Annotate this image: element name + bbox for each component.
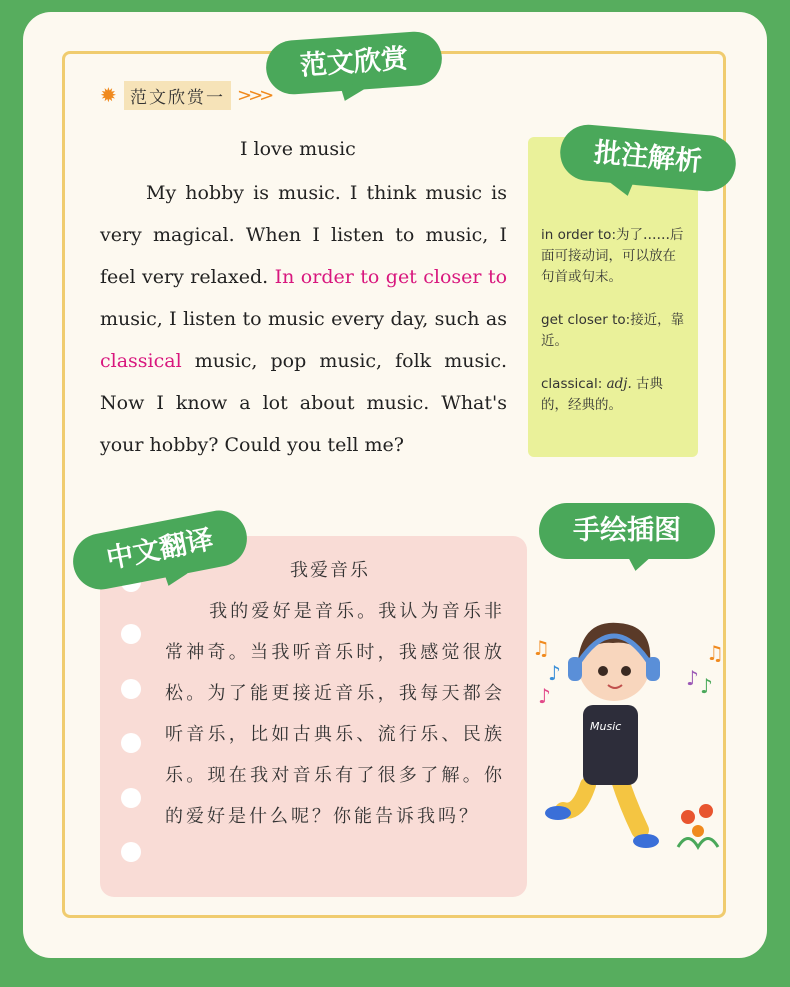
svg-text:♫: ♫ bbox=[532, 636, 550, 660]
essay-highlight-word: classical bbox=[100, 350, 182, 372]
svg-text:♪: ♪ bbox=[548, 661, 561, 685]
translation-badge-label: 中文翻译 bbox=[103, 523, 216, 576]
binder-hole bbox=[121, 679, 141, 699]
binder-hole bbox=[121, 733, 141, 753]
shirt-text: Music bbox=[590, 720, 622, 733]
model-essay-badge-label: 范文欣赏 bbox=[299, 43, 409, 82]
binder-hole bbox=[121, 788, 141, 808]
note-meaning: 古典的，经典的。 bbox=[541, 376, 664, 413]
note-item bbox=[541, 225, 686, 288]
note-term: get closer to: bbox=[541, 312, 631, 328]
chevrons-right-icon: >>> bbox=[237, 84, 271, 106]
essay-text-2: music, I listen to music every day, such as bbox=[100, 308, 507, 330]
binder-hole bbox=[121, 624, 141, 644]
binder-hole bbox=[121, 842, 141, 862]
svg-text:♪: ♪ bbox=[538, 684, 551, 708]
illustration-badge bbox=[539, 503, 715, 559]
note-item bbox=[541, 310, 686, 352]
note-pos: adj. bbox=[606, 376, 632, 392]
flower-icon: ✹ bbox=[100, 83, 117, 107]
svg-text:♪: ♪ bbox=[686, 666, 699, 690]
boy-with-headphones-illustration bbox=[528, 585, 728, 855]
translation-body bbox=[165, 591, 505, 837]
flowers-icon bbox=[678, 804, 718, 847]
svg-text:♫: ♫ bbox=[706, 641, 724, 665]
essay-title: I love music bbox=[240, 138, 356, 160]
essay-highlight-phrase: In order to get closer to bbox=[274, 266, 508, 288]
section-label bbox=[100, 82, 270, 108]
essay-text-3: music, pop music, folk music. Now I know a lot about music. What's your hobby? Could you tell me? bbox=[100, 350, 507, 456]
note-item bbox=[541, 374, 686, 416]
illustration-badge-label: 手绘插图 bbox=[573, 515, 681, 546]
translation-text: 我的爱好是音乐。我认为音乐非常神奇。当我听音乐时，我感觉很放松。为了能更接近音乐，我每天都会听音乐，比如古典乐、流行乐、民族乐。现在我对音乐有了很多了解。你的爱好是什么呢？你能告诉我吗？ bbox=[165, 601, 505, 827]
note-term: in order to: bbox=[541, 227, 616, 243]
annotation-badge-label: 批注解析 bbox=[592, 137, 704, 178]
essay-text-1: My hobby is music. I think music is very magical. When I listen to music, I feel very relaxed. bbox=[100, 182, 507, 288]
note-meaning: 接近，靠近。 bbox=[541, 312, 685, 349]
section-label-text: 范文欣赏一 bbox=[124, 81, 231, 110]
translation-title: 我爱音乐 bbox=[290, 560, 370, 581]
note-meaning: 为了……后面可接动词，可以放在句首或句末。 bbox=[541, 227, 684, 285]
note-term: classical: bbox=[541, 376, 603, 392]
svg-text:♪: ♪ bbox=[700, 674, 713, 698]
essay-body bbox=[100, 172, 507, 466]
